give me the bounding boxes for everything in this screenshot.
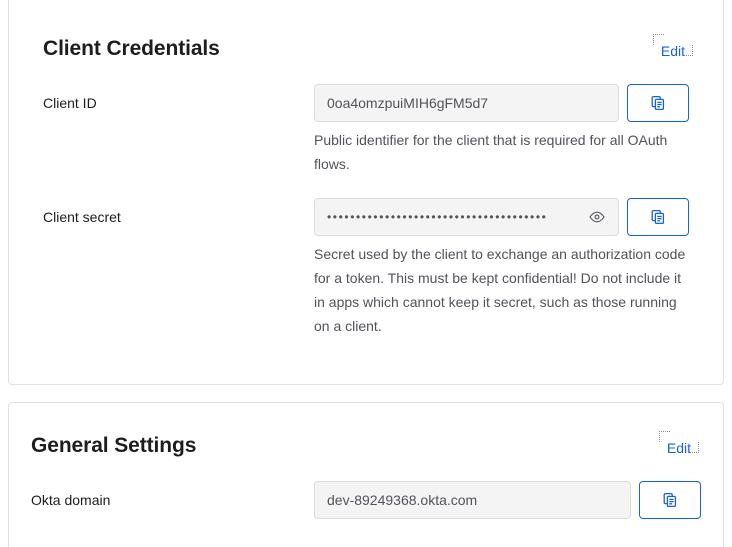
eye-icon[interactable] bbox=[588, 208, 606, 226]
okta-domain-label: Okta domain bbox=[31, 492, 111, 508]
client-secret-help-text: Secret used by the client to exchange an authorization code for a token. This must be kept confidential! Do not include it in apps which cannot keep it secret, such as those running on a client. bbox=[314, 246, 686, 334]
copy-client-secret-button[interactable] bbox=[627, 198, 689, 236]
okta-domain-value: dev-89249368.okta.com bbox=[327, 492, 478, 508]
edit-client-credentials-button[interactable]: Edit bbox=[660, 43, 685, 59]
client-credentials-header bbox=[9, 0, 723, 62]
general-settings-panel bbox=[8, 402, 724, 547]
edit-focus-ring-general bbox=[663, 433, 695, 456]
client-id-row bbox=[9, 84, 723, 176]
okta-domain-row bbox=[9, 481, 723, 519]
client-id-input[interactable] bbox=[314, 84, 619, 122]
page-title: Client Credentials bbox=[43, 37, 220, 60]
okta-domain-input-line bbox=[314, 481, 701, 519]
copy-icon bbox=[650, 95, 666, 111]
client-id-help-text: Public identifier for the client that is required for all OAuth flows. bbox=[314, 132, 668, 172]
client-credentials-panel bbox=[8, 0, 724, 385]
copy-okta-domain-button[interactable] bbox=[639, 481, 701, 519]
client-id-input-line bbox=[314, 84, 689, 122]
edit-focus-ring bbox=[657, 36, 689, 59]
client-secret-input[interactable] bbox=[314, 198, 619, 236]
client-secret-label: Client secret bbox=[43, 209, 121, 225]
general-settings-header bbox=[9, 403, 723, 459]
client-secret-control bbox=[314, 198, 689, 338]
client-id-value: 0oa4omzpuiMIH6gFM5d7 bbox=[327, 95, 489, 111]
okta-domain-input[interactable] bbox=[314, 481, 631, 519]
copy-client-id-button[interactable] bbox=[627, 84, 689, 122]
copy-icon bbox=[650, 209, 666, 225]
client-id-control bbox=[314, 84, 689, 176]
copy-icon bbox=[662, 492, 678, 508]
client-secret-row bbox=[9, 198, 723, 338]
okta-domain-control bbox=[314, 481, 701, 519]
client-secret-value: •••••••••••••••••••••••••••••••••••••• bbox=[327, 210, 548, 224]
client-secret-input-line bbox=[314, 198, 689, 236]
edit-general-settings-button[interactable]: Edit bbox=[666, 440, 691, 456]
client-id-label: Client ID bbox=[43, 95, 97, 111]
general-settings-title: General Settings bbox=[31, 434, 197, 457]
